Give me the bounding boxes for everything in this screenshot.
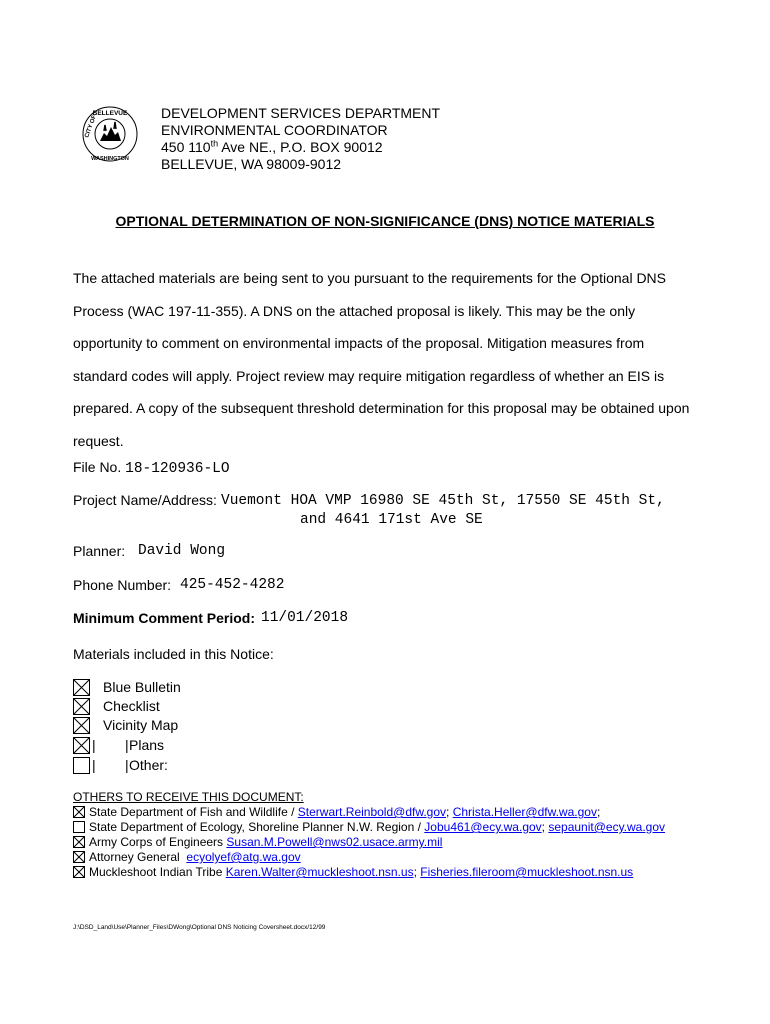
phone-value: 425-452-4282 bbox=[180, 577, 285, 593]
checked-checkbox[interactable] bbox=[73, 737, 90, 754]
street-address bbox=[161, 139, 440, 156]
email-link[interactable]: Karen.Walter@muckleshoot.nsn.us bbox=[225, 865, 414, 879]
project-label: Project Name/Address: bbox=[73, 492, 217, 508]
intro-paragraph bbox=[73, 262, 713, 457]
checked-checkbox[interactable] bbox=[73, 866, 85, 878]
checked-checkbox[interactable] bbox=[73, 698, 90, 715]
department-address-block bbox=[161, 105, 440, 173]
street-suffix: th bbox=[210, 138, 219, 149]
separator: ; bbox=[446, 805, 453, 819]
checked-checkbox[interactable] bbox=[73, 679, 90, 696]
coordinator-name: ENVIRONMENTAL COORDINATOR bbox=[161, 122, 388, 138]
project-value-line: Vuemont HOA VMP 16980 SE 45th St, 17550 SE 45th St, bbox=[221, 493, 665, 509]
email-link[interactable]: Fisheries.fileroom@muckleshoot.nsn.us bbox=[420, 865, 634, 879]
field-separator: | bbox=[125, 757, 129, 773]
street-rest: Ave NE., P.O. BOX 90012 bbox=[218, 139, 383, 155]
intro-line: standard codes will apply. Project review may require mitigation regardless of whether an EIS is bbox=[73, 367, 665, 384]
project-value bbox=[221, 492, 665, 530]
street-number: 450 110 bbox=[161, 139, 211, 155]
planner-label: Planner: bbox=[73, 543, 126, 559]
recipient-name: State Department of Ecology, Shoreline Planner N.W. Region / bbox=[89, 820, 425, 834]
recipient-row bbox=[73, 865, 633, 879]
email-link[interactable]: Christa.Heller@dfw.wa.gov bbox=[452, 805, 597, 819]
recipient-row bbox=[73, 805, 600, 819]
recipient-name: Army Corps of Engineers bbox=[89, 835, 227, 849]
others-heading: OTHERS TO RECEIVE THIS DOCUMENT: bbox=[73, 790, 304, 804]
intro-line: prepared. A copy of the subsequent threshold determination for this proposal may be obtained upon bbox=[73, 400, 690, 416]
email-link[interactable]: Sterwart.Reinbold@dfw.gov bbox=[297, 805, 447, 819]
svg-text:WASHINGTON: WASHINGTON bbox=[91, 156, 129, 162]
city-seal-logo bbox=[80, 103, 140, 165]
file-number-label: File No. bbox=[73, 459, 122, 475]
intro-line: request. bbox=[73, 432, 124, 449]
min-comment-value: 11/01/2018 bbox=[261, 610, 349, 626]
field-separator: | bbox=[125, 737, 129, 753]
footer-file-path: J:\DSD_Land\Use\Planner_Files\DWong\Optional DNS Noticing Coversheet.docx/12/99 bbox=[73, 924, 326, 931]
field-separator: | bbox=[92, 757, 96, 773]
min-comment-label bbox=[73, 610, 255, 626]
svg-text:BELLEVUE: BELLEVUE bbox=[92, 110, 128, 117]
recipient-row bbox=[73, 835, 442, 849]
material-label: Vicinity Map bbox=[103, 717, 179, 733]
intro-line: Process (WAC 197-11-355). A DNS on the attached proposal is likely. This may be the only bbox=[73, 302, 636, 319]
file-number-row bbox=[73, 459, 230, 477]
planner-value: David Wong bbox=[138, 543, 226, 559]
department-name: DEVELOPMENT SERVICES DEPARTMENT bbox=[161, 105, 441, 121]
field-separator: | bbox=[92, 737, 96, 753]
intro-line: The attached materials are being sent to you pursuant to the requirements for the Optional DNS bbox=[73, 270, 666, 286]
unchecked-checkbox[interactable] bbox=[73, 821, 85, 833]
material-label: Blue Bulletin bbox=[103, 679, 181, 695]
project-value-line: and 4641 171st Ave SE bbox=[300, 512, 483, 528]
document-title: OPTIONAL DETERMINATION OF NON-SIGNIFICANCE (DNS) NOTICE MATERIALS bbox=[115, 213, 655, 229]
recipient-name: Muckleshoot Indian Tribe bbox=[89, 865, 226, 879]
email-link[interactable]: Jobu461@ecy.wa.gov bbox=[424, 820, 542, 834]
recipient-row bbox=[73, 820, 665, 834]
email-link[interactable]: Susan.M.Powell@nws02.usace.army.mil bbox=[226, 835, 443, 849]
recipient-name: State Department of Fish and Wildlife / bbox=[89, 805, 298, 819]
checked-checkbox[interactable] bbox=[73, 717, 90, 734]
city-state-zip: BELLEVUE, WA 98009-9012 bbox=[161, 156, 342, 172]
checked-checkbox[interactable] bbox=[73, 836, 85, 848]
separator: ; bbox=[541, 820, 549, 834]
material-label: Checklist bbox=[103, 698, 160, 714]
materials-label: Materials included in this Notice: bbox=[73, 646, 274, 662]
email-link[interactable]: sepaunit@ecy.wa.gov bbox=[548, 820, 666, 834]
material-label: Other: bbox=[129, 757, 168, 773]
min-comment-label-text: Minimum Comment Period: bbox=[73, 610, 256, 626]
svg-text:CITY OF: CITY OF bbox=[84, 114, 98, 139]
separator: ; bbox=[596, 805, 601, 819]
checked-checkbox[interactable] bbox=[73, 806, 85, 818]
checked-checkbox[interactable] bbox=[73, 851, 85, 863]
phone-label: Phone Number: bbox=[73, 577, 172, 593]
file-number-value: 18-120936-LO bbox=[125, 461, 230, 477]
recipient-row bbox=[73, 850, 301, 864]
intro-line: opportunity to comment on environmental impacts of the proposal. Mitigation measures from bbox=[73, 335, 645, 351]
separator: ; bbox=[413, 865, 421, 879]
recipient-name: Attorney General bbox=[89, 850, 187, 864]
material-label: Plans bbox=[129, 737, 165, 753]
unchecked-checkbox[interactable] bbox=[73, 757, 90, 774]
email-link[interactable]: ecyolyef@atg.wa.gov bbox=[186, 850, 301, 864]
